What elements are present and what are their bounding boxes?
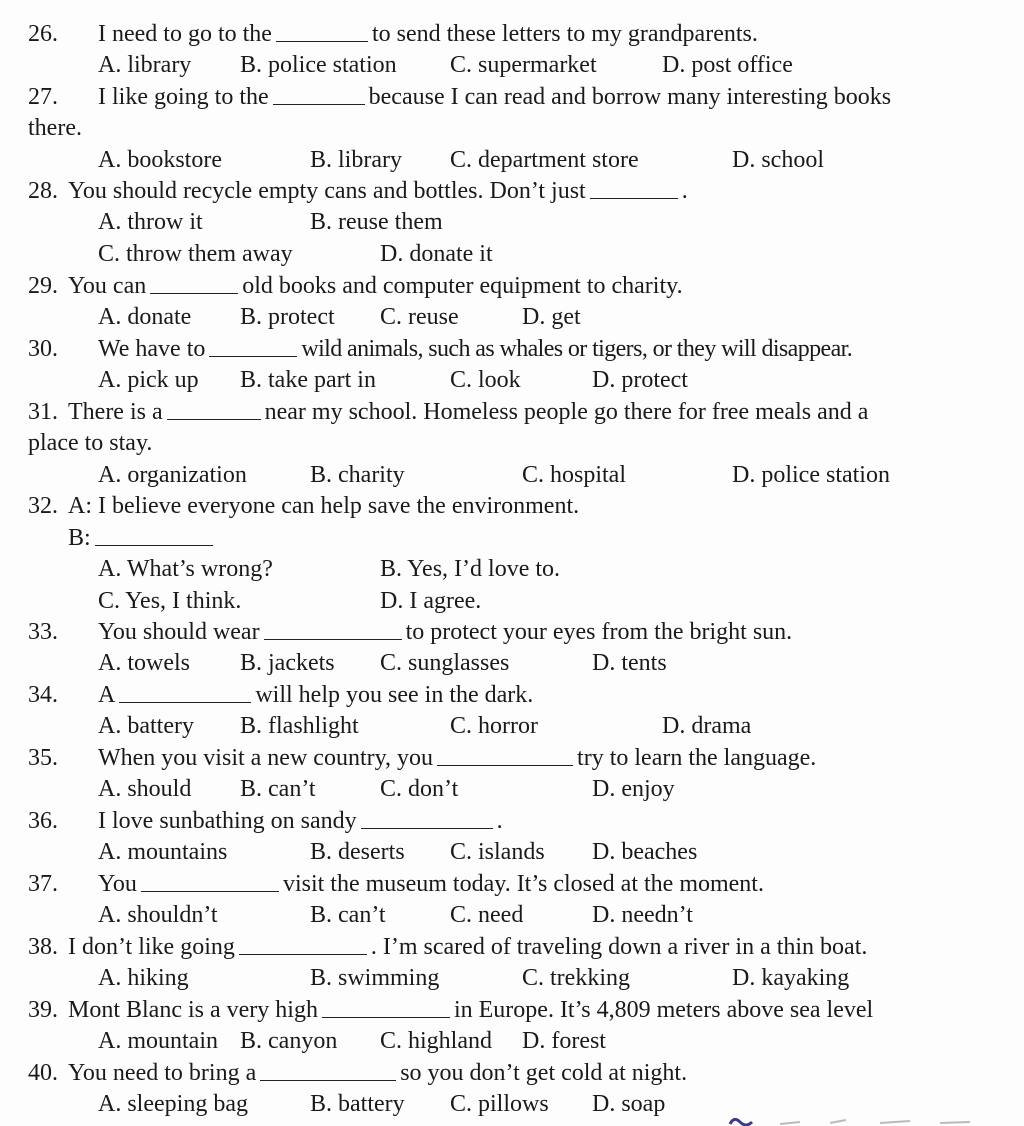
options-32-row1 bbox=[0, 554, 1024, 584]
question-32: 32. A: I believe everyone can help save the environment. bbox=[28, 493, 580, 519]
question-27: 27. I like going to the because I can read and borrow many interesting books bbox=[28, 84, 892, 110]
option-b[interactable]: B. charity bbox=[310, 462, 405, 488]
option-a[interactable]: A. throw it bbox=[98, 209, 203, 235]
option-c[interactable]: C. need bbox=[450, 902, 524, 928]
question-text: I like going to the bbox=[98, 84, 269, 110]
answer-blank[interactable] bbox=[260, 1058, 396, 1081]
option-d[interactable]: D. enjoy bbox=[592, 776, 675, 802]
options-32-row2 bbox=[0, 586, 1024, 616]
question-text: You can bbox=[68, 273, 147, 299]
option-b[interactable]: B. library bbox=[310, 147, 402, 173]
option-c[interactable]: C. highland bbox=[380, 1028, 492, 1054]
question-text: will help you see in the dark. bbox=[255, 682, 534, 708]
option-a[interactable]: A. bookstore bbox=[98, 147, 222, 173]
question-35: 35. When you visit a new country, you try to learn the language. bbox=[28, 745, 817, 771]
option-c[interactable]: C. pillows bbox=[450, 1091, 549, 1117]
option-d[interactable]: D. kayaking bbox=[732, 965, 850, 991]
answer-blank[interactable] bbox=[141, 869, 279, 892]
option-a[interactable]: A. hiking bbox=[98, 965, 189, 991]
options-31 bbox=[0, 460, 1024, 490]
option-c[interactable]: C. throw them away bbox=[98, 241, 293, 267]
option-c[interactable]: C. department store bbox=[450, 147, 639, 173]
question-29: 29. You can old books and computer equipment to charity. bbox=[28, 273, 683, 299]
question-37: 37. You visit the museum today. It’s closed at the moment. bbox=[28, 871, 764, 897]
question-text: wild animals, such as whales or tigers, or they will disappear. bbox=[301, 336, 853, 362]
answer-blank[interactable] bbox=[150, 271, 238, 294]
option-c[interactable]: C. reuse bbox=[380, 304, 459, 330]
option-d[interactable]: D. protect bbox=[592, 367, 688, 393]
options-34 bbox=[0, 711, 1024, 741]
option-c[interactable]: C. islands bbox=[450, 839, 545, 865]
question-text: because I can read and borrow many interesting books bbox=[368, 84, 892, 110]
option-a[interactable]: A. organization bbox=[98, 462, 247, 488]
options-30 bbox=[0, 365, 1024, 395]
option-a[interactable]: A. mountain bbox=[98, 1028, 218, 1054]
question-text: There is a bbox=[68, 399, 163, 425]
option-b[interactable]: B. reuse them bbox=[310, 209, 443, 235]
option-b[interactable]: B. flashlight bbox=[240, 713, 359, 739]
option-c[interactable]: C. sunglasses bbox=[380, 650, 510, 676]
option-d[interactable]: D. soap bbox=[592, 1091, 666, 1117]
question-text: so you don’t get cold at night. bbox=[400, 1060, 688, 1086]
question-26: 26. I need to go to the to send these letters to my grandparents. bbox=[28, 21, 758, 47]
answer-blank[interactable] bbox=[209, 334, 297, 357]
answer-blank[interactable] bbox=[264, 617, 402, 640]
options-28-row1 bbox=[0, 207, 1024, 237]
answer-blank[interactable] bbox=[590, 176, 678, 199]
answer-blank[interactable] bbox=[322, 995, 450, 1018]
option-b[interactable]: B. deserts bbox=[310, 839, 405, 865]
option-d[interactable]: D. school bbox=[732, 147, 824, 173]
option-d[interactable]: D. post office bbox=[662, 52, 793, 78]
option-b[interactable]: B. police station bbox=[240, 52, 397, 78]
option-a[interactable]: A. towels bbox=[98, 650, 190, 676]
question-text: near my school. Homeless people go there for free meals and a bbox=[264, 399, 869, 425]
question-text: I need to go to the bbox=[98, 21, 272, 47]
speaker-label: B: bbox=[68, 525, 91, 551]
question-39: 39. Mont Blanc is a very high in Europe. It’s 4,809 meters above sea level bbox=[28, 997, 874, 1023]
option-a[interactable]: A. pick up bbox=[98, 367, 199, 393]
option-c[interactable]: C. don’t bbox=[380, 776, 459, 802]
option-d[interactable]: D. get bbox=[522, 304, 581, 330]
question-text: You need to bring a bbox=[68, 1060, 257, 1086]
question-text: . bbox=[681, 178, 688, 204]
question-27-continued: there. bbox=[28, 115, 82, 141]
option-a[interactable]: A. mountains bbox=[98, 839, 228, 865]
answer-blank[interactable] bbox=[95, 523, 213, 546]
question-text: old books and computer equipment to charity. bbox=[242, 273, 683, 299]
option-a[interactable]: A. should bbox=[98, 776, 192, 802]
answer-blank[interactable] bbox=[273, 82, 365, 105]
question-34: 34. A will help you see in the dark. bbox=[28, 682, 534, 708]
options-33 bbox=[0, 648, 1024, 678]
question-text: . bbox=[496, 808, 503, 834]
options-39 bbox=[0, 1026, 1024, 1056]
question-text: in Europe. It’s 4,809 meters above sea level bbox=[453, 997, 874, 1023]
question-text: I don’t like going bbox=[68, 934, 235, 960]
options-35 bbox=[0, 774, 1024, 804]
option-d[interactable]: D. police station bbox=[732, 462, 890, 488]
option-d[interactable]: D. drama bbox=[662, 713, 752, 739]
option-a[interactable]: A. What’s wrong? bbox=[98, 556, 273, 582]
option-c[interactable]: C. Yes, I think. bbox=[98, 588, 242, 614]
question-text: to protect your eyes from the bright sun. bbox=[405, 619, 793, 645]
option-b[interactable]: B. canyon bbox=[240, 1028, 338, 1054]
question-text: You should recycle empty cans and bottles. Don’t just bbox=[68, 178, 586, 204]
option-d[interactable]: D. I agree. bbox=[380, 588, 482, 614]
cut-off-text-fragment bbox=[720, 1108, 1020, 1126]
option-c[interactable]: C. supermarket bbox=[450, 52, 597, 78]
question-text: try to learn the language. bbox=[577, 745, 817, 771]
question-text: A bbox=[98, 682, 116, 708]
option-b[interactable]: B. swimming bbox=[310, 965, 440, 991]
options-37 bbox=[0, 900, 1024, 930]
option-b[interactable]: B. jackets bbox=[240, 650, 335, 676]
question-38: 38. I don’t like going . I’m scared of traveling down a river in a thin boat. bbox=[28, 934, 868, 960]
answer-blank[interactable] bbox=[239, 932, 367, 955]
option-c[interactable]: C. trekking bbox=[522, 965, 630, 991]
option-a[interactable]: A. shouldn’t bbox=[98, 902, 218, 928]
option-d[interactable]: D. forest bbox=[522, 1028, 606, 1054]
option-d[interactable]: D. needn’t bbox=[592, 902, 693, 928]
answer-blank[interactable] bbox=[119, 680, 251, 703]
option-b[interactable]: B. can’t bbox=[240, 776, 316, 802]
question-text: When you visit a new country, you bbox=[98, 745, 434, 771]
answer-blank[interactable] bbox=[437, 743, 573, 766]
question-30: 30. We have to wild animals, such as whales or tigers, or they will disappear. bbox=[28, 336, 853, 362]
answer-blank[interactable] bbox=[167, 397, 261, 420]
options-26 bbox=[0, 50, 1024, 80]
option-b[interactable]: B. Yes, I’d love to. bbox=[380, 556, 561, 582]
option-a[interactable]: A. sleeping bag bbox=[98, 1091, 248, 1117]
answer-blank[interactable] bbox=[276, 19, 368, 42]
options-27 bbox=[0, 145, 1024, 175]
question-text: A: I believe everyone can help save the environment. bbox=[68, 493, 580, 519]
options-36 bbox=[0, 837, 1024, 867]
question-32-b bbox=[0, 523, 1024, 553]
question-text: visit the museum today. It’s closed at the moment. bbox=[282, 871, 764, 897]
question-33: 33. You should wear to protect your eyes from the bright sun. bbox=[28, 619, 793, 645]
question-36: 36. I love sunbathing on sandy . bbox=[28, 808, 503, 834]
option-b[interactable]: B. take part in bbox=[240, 367, 376, 393]
options-29 bbox=[0, 302, 1024, 332]
option-c[interactable]: C. horror bbox=[450, 713, 538, 739]
option-c[interactable]: C. look bbox=[450, 367, 521, 393]
question-text: You should wear bbox=[98, 619, 260, 645]
question-text: We have to bbox=[98, 336, 206, 362]
option-a[interactable]: A. donate bbox=[98, 304, 192, 330]
question-40: 40. You need to bring a so you don’t get cold at night. bbox=[28, 1060, 688, 1086]
question-text: Mont Blanc is a very high bbox=[68, 997, 318, 1023]
options-28-row2 bbox=[0, 239, 1024, 269]
question-text: . I’m scared of traveling down a river in a thin boat. bbox=[370, 934, 868, 960]
option-a[interactable]: A. library bbox=[98, 52, 192, 78]
option-a[interactable]: A. battery bbox=[98, 713, 194, 739]
question-31-continued: place to stay. bbox=[28, 430, 153, 456]
option-b[interactable]: B. can’t bbox=[310, 902, 386, 928]
option-b[interactable]: B. battery bbox=[310, 1091, 405, 1117]
question-text: You bbox=[98, 871, 137, 897]
answer-blank[interactable] bbox=[361, 806, 493, 829]
option-d[interactable]: D. beaches bbox=[592, 839, 698, 865]
question-text: I love sunbathing on sandy bbox=[98, 808, 357, 834]
option-c[interactable]: C. hospital bbox=[522, 462, 627, 488]
options-38 bbox=[0, 963, 1024, 993]
option-b[interactable]: B. protect bbox=[240, 304, 335, 330]
question-text: to send these letters to my grandparents. bbox=[371, 21, 758, 47]
question-31: 31. There is a near my school. Homeless people go there for free meals and a bbox=[28, 399, 869, 425]
option-d[interactable]: D. tents bbox=[592, 650, 667, 676]
question-28: 28. You should recycle empty cans and bottles. Don’t just . bbox=[28, 178, 688, 204]
option-d[interactable]: D. donate it bbox=[380, 241, 493, 267]
